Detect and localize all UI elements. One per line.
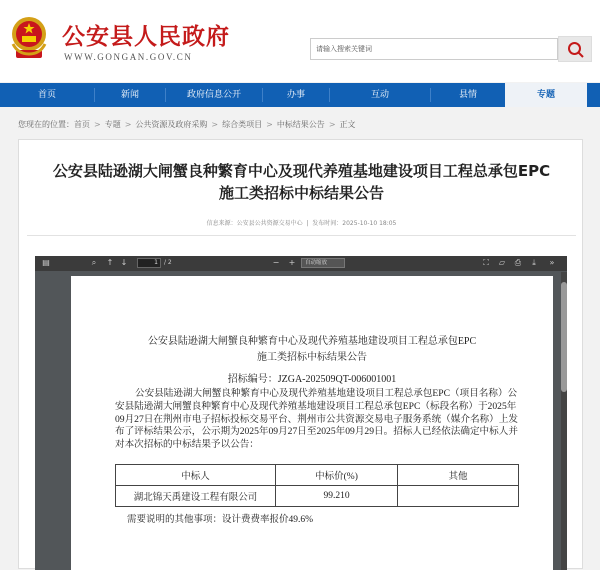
article-panel — [18, 139, 583, 569]
breadcrumb-comprehensive[interactable]: 综合类项目 — [222, 120, 263, 129]
pdf-page — [71, 276, 553, 570]
breadcrumb-award-notice[interactable]: 中标结果公告 — [276, 120, 325, 129]
download-icon[interactable]: ⤓ — [532, 258, 536, 267]
site-name[interactable]: 公安县人民政府 — [62, 23, 230, 50]
pdf-scrollbar[interactable] — [561, 272, 567, 570]
table-header: 其他 — [398, 465, 519, 486]
search-icon — [567, 41, 585, 59]
nav-item-gov-info[interactable]: 政府信息公开 — [186, 90, 241, 100]
next-page-icon[interactable]: ↓ — [120, 258, 128, 267]
pdf-toolbar — [35, 256, 567, 271]
award-table — [115, 464, 519, 507]
bid-number: 招标编号：JZGA-202509QT-006001001 — [227, 374, 397, 385]
breadcrumb-topics[interactable]: 专题 — [104, 120, 121, 129]
table-header-row — [116, 465, 519, 486]
document-note: 需要说明的其他事项：设计费费率报价49.6% — [127, 515, 314, 525]
table-row — [116, 486, 519, 507]
pdf-viewer — [35, 256, 567, 570]
breadcrumb-prefix: 您现在的位置： — [18, 120, 74, 129]
zoom-out-icon[interactable]: − — [272, 258, 280, 267]
tools-icon[interactable]: » — [549, 258, 555, 267]
nav-item-news[interactable]: 新闻 — [120, 90, 139, 100]
find-icon[interactable]: ⌕ — [91, 258, 97, 267]
print-icon[interactable]: ⎙ — [514, 258, 522, 267]
scrollbar-thumb[interactable] — [561, 282, 567, 392]
document-body: 公安县陆逊湖大闸蟹良种繁育中心及现代养殖基地建设项目工程总承包EPC（项目名称）公安县陆逊湖大闸蟹良种繁育中心及现代养殖基地建设项目工程总承包EPC（标段名称）于2025年09月27日在荆州市电子招标投标交易平台、荆州市公共资源交易电子服务系统（媒介名称）上发布了评标结果公示，公示期为2025年09月27日至2025年09月29日。招标人已经依法确定中标人并对本次招标的中标结果予以公告： — [115, 388, 518, 451]
zoom-in-icon[interactable]: + — [288, 258, 296, 267]
table-header: 中标价(%) — [276, 465, 398, 486]
search-button[interactable] — [558, 36, 592, 62]
search-input[interactable]: 请输入搜索关键词 — [310, 38, 558, 60]
nav-item-services[interactable]: 办事 — [286, 90, 305, 100]
national-emblem-icon — [10, 14, 48, 60]
breadcrumb-current: 正文 — [339, 120, 356, 129]
site-url: WWW.GONGAN.GOV.CN — [64, 52, 193, 62]
breadcrumb-home[interactable]: 首页 — [74, 120, 90, 129]
breadcrumb-procurement[interactable]: 公共资源及政府采购 — [135, 120, 208, 129]
article-source: 信息来源：公安县公共资源交易中心 — [206, 220, 303, 227]
nav-item-home[interactable]: 首页 — [37, 90, 56, 100]
sidebar-toggle-icon[interactable]: ▤ — [42, 258, 50, 267]
table-cell-other — [398, 486, 519, 507]
page-title: 公安县陆逊湖大闸蟹良种繁育中心及现代养殖基地建设项目工程总承包EPC 施工类招标中标结果公告 — [52, 162, 551, 202]
table-cell-winner: 湖北锦天禹建设工程有限公司 — [116, 486, 276, 507]
article-date: 发布时间：2025-10-10 18:05 — [312, 220, 397, 227]
page-total: / 2 — [164, 259, 172, 266]
nav-item-county-info[interactable]: 县情 — [458, 90, 477, 100]
previous-page-icon[interactable]: ↑ — [106, 258, 114, 267]
breadcrumb: 您现在的位置：首页 > 专题 > 公共资源及政府采购 > 综合类项目 > 中标结果公告 > 正文 — [18, 120, 356, 129]
page-number-input[interactable]: 1 — [137, 258, 161, 268]
article-meta: 信息来源：公安县公共资源交易中心 | 发布时间：2025-10-10 18:05 — [206, 220, 397, 227]
site-header — [0, 0, 600, 82]
zoom-select[interactable]: 自动缩放 — [301, 258, 345, 268]
table-header: 中标人 — [116, 465, 276, 486]
document-title: 公安县陆逊湖大闸蟹良种繁育中心及现代养殖基地建设项目工程总承包EPC 施工类招标中标结果公告 — [147, 336, 477, 363]
nav-item-interaction[interactable]: 互动 — [370, 90, 389, 100]
nav-item-topics[interactable]: 专题 — [505, 83, 587, 107]
main-nav — [0, 83, 600, 107]
presentation-icon[interactable]: ⛶ — [483, 258, 489, 267]
open-file-icon[interactable]: ▱ — [498, 258, 506, 267]
table-cell-price: 99.210 — [276, 486, 398, 507]
